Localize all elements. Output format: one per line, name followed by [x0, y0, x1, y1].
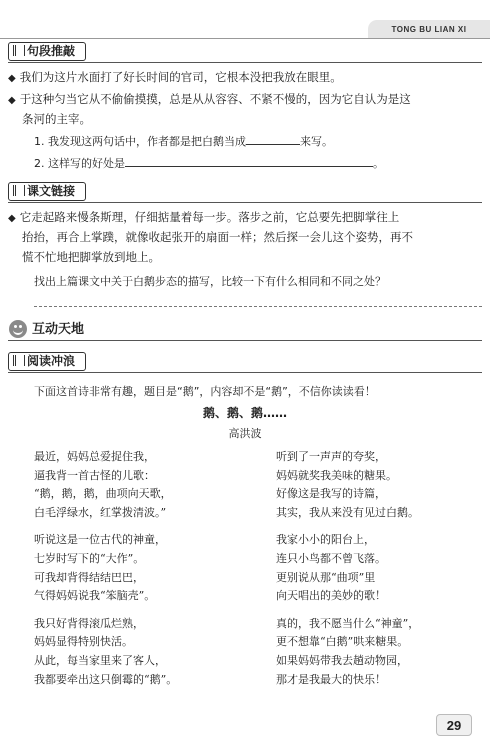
quote-text: 抬抬，再合上掌蹼，就像收起张开的扇面一样；然后探一会儿这个姿势，再不 — [22, 230, 413, 244]
poem-line: 真的，我不愿当什么“神童”， — [276, 616, 420, 630]
section-divider — [8, 340, 482, 341]
section-label-phrase-analysis — [8, 42, 86, 61]
poem-line: 好像这是我写的诗篇， — [276, 487, 386, 501]
quote-continuation — [22, 228, 482, 247]
poem-line: 那才是我最大的快乐！ — [276, 672, 386, 686]
poem-stanza — [34, 531, 254, 605]
poem-line: 逼我背一首古怪的儿歌： — [34, 468, 155, 482]
poem-right-column — [276, 448, 482, 698]
poem-line: 可我却背得结结巴巴， — [34, 570, 144, 584]
series-tab — [368, 20, 490, 38]
quote-paragraph — [8, 90, 482, 110]
section-label-text-link — [8, 182, 86, 201]
diamond-bullet-icon: ◆ — [8, 95, 16, 106]
page-number — [436, 714, 472, 736]
quote-continuation — [22, 110, 482, 129]
poem-line: 从此，每当家里来了客人， — [34, 653, 166, 667]
quote-text: 它走起路来慢条斯理，仔细掂量着每一步。落步之前，它总要先把脚掌往上 — [19, 210, 400, 224]
poem-left-column — [34, 448, 254, 698]
poem-line: 向天唱出的美妙的歌！ — [276, 589, 386, 603]
poem-line: 如果妈妈带我去趟动物园， — [276, 653, 408, 667]
quote-continuation — [22, 248, 482, 267]
quote-text: 条河的主宰。 — [22, 112, 91, 126]
poem-line: 我都要牵出这只倒霉的“鹅”。 — [34, 672, 178, 686]
smiley-icon — [9, 320, 27, 338]
poem-line: 更不想靠“白鹅”哄来糖果。 — [276, 635, 409, 649]
interactive-heading: 互动天地 — [32, 322, 85, 337]
poem-line: 我只好背得滚瓜烂熟， — [34, 616, 144, 630]
section-label-text: 阅读冲浪 — [27, 354, 76, 368]
poem-line: 妈妈显得特别快活。 — [34, 635, 133, 649]
poem-line: 听到了一声声的夸奖， — [276, 450, 386, 463]
poem-intro — [34, 382, 480, 401]
section-label-reading-surf — [8, 352, 86, 371]
answer-blank[interactable] — [125, 166, 373, 167]
comparison-task — [34, 272, 480, 291]
poem-line: 听说这是一位古代的神童， — [34, 533, 166, 547]
poem-line: 七岁时写下的“大作”。 — [34, 551, 145, 565]
task-text: 找出上篇课文中关于白鹅步态的描写，比较一下有什么相同和不同之处？ — [34, 275, 386, 288]
poem-line: 气得妈妈说我“笨脑壳”。 — [34, 589, 156, 603]
poem-line: 其实，我从来没有见过白鹅。 — [276, 505, 419, 519]
answer-blank[interactable] — [246, 144, 300, 145]
quote-text: 我们为这片水面打了好长时间的官司，它根本没把我放在眼里。 — [19, 70, 342, 84]
poem-stanza — [34, 615, 254, 689]
question-text: 。 — [373, 157, 384, 170]
question-2 — [34, 154, 474, 173]
quote-text: 于这种匀当它从不偷偷摸摸，总是从从容容、不紧不慢的，因为它自认为是这 — [19, 92, 411, 106]
series-title: TONG BU LIAN XI — [391, 24, 467, 34]
question-1 — [34, 132, 474, 151]
page-number-text: 29 — [446, 717, 462, 733]
poem-stanza — [34, 448, 254, 522]
quote-text: 慌不忙地把脚掌放到地上。 — [22, 250, 160, 264]
intro-text: 下面这首诗非常有趣，题目是“鹅”，内容却不是“鹅”，不信你读读看！ — [34, 385, 376, 398]
poem-title: 鹅、鹅、鹅…… — [202, 406, 287, 420]
question-text: 2. 这样写的好处是 — [34, 157, 125, 170]
poem-line: 我家小小的阳台上， — [276, 533, 375, 547]
section-divider — [8, 202, 482, 203]
poem-line: 白毛浮绿水，红掌拨清波。” — [34, 505, 167, 519]
section-label-text: 课文链接 — [27, 184, 76, 198]
poem-author: 高洪波 — [228, 427, 262, 440]
question-text: 来写。 — [300, 135, 333, 148]
section-divider — [8, 62, 482, 63]
quote-paragraph — [8, 208, 482, 228]
poem-line: 连只小鸟都不曾飞落。 — [276, 551, 386, 565]
answer-line[interactable] — [34, 306, 482, 307]
quote-paragraph — [8, 68, 482, 88]
poem-line: 最近，妈妈总爱捉住我， — [34, 450, 155, 463]
poem-line: 妈妈就奖我美味的糖果。 — [276, 468, 397, 482]
diamond-bullet-icon: ◆ — [8, 213, 16, 224]
poem-stanza — [276, 448, 482, 522]
section-divider — [8, 372, 482, 373]
question-text: 1. 我发现这两句话中，作者都是把白鹅当成 — [34, 135, 246, 148]
poem-stanza — [276, 615, 482, 689]
section-label-text: 句段推敲 — [27, 44, 76, 58]
poem-line: “鹅，鹅，鹅，曲项向天歌， — [34, 487, 172, 501]
poem-line: 更别说从那“曲项”里 — [276, 570, 376, 584]
diamond-bullet-icon: ◆ — [8, 73, 16, 84]
poem-stanza — [276, 531, 482, 605]
